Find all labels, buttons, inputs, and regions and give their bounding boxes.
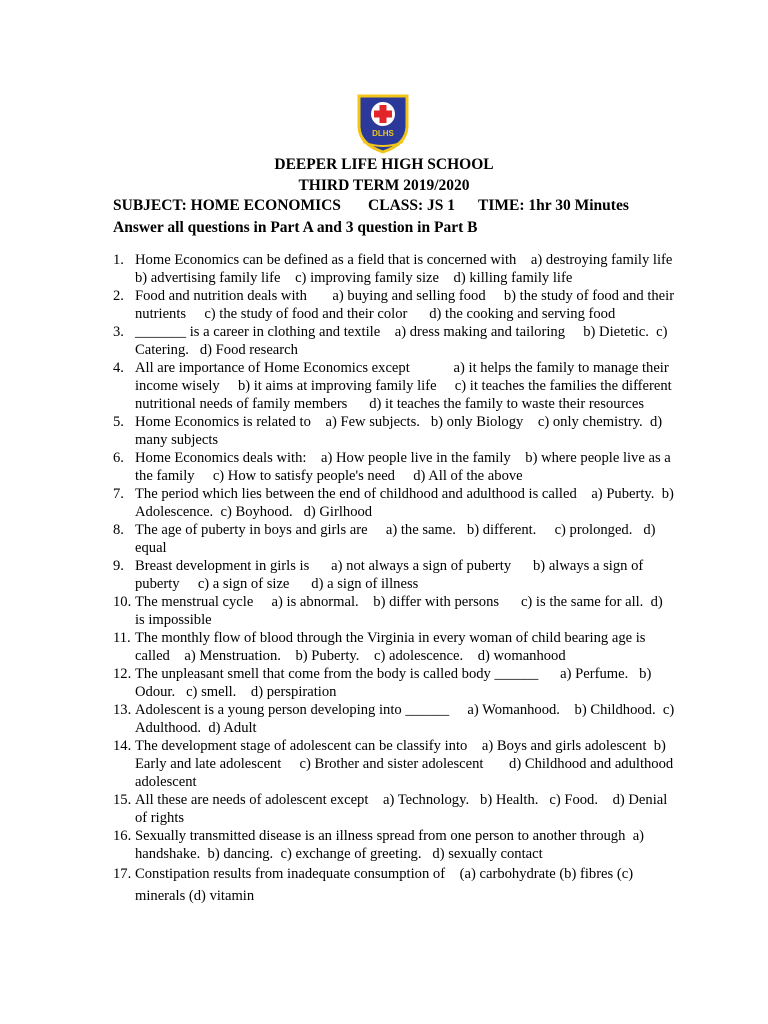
- question-number: 13.: [113, 702, 132, 718]
- question-text: _______ is a career in clothing and textile a) dress making and tailoring b) Dietetic. c) Catering. d) Food research: [135, 324, 675, 358]
- question-number: 3.: [113, 324, 124, 340]
- question-item: [0, 449, 675, 485]
- question-number: 12.: [113, 666, 132, 682]
- question-text: Food and nutrition deals with a) buying and selling food b) the study of food and their nutrients c) the study of food and their color d) the cooking and serving food: [135, 288, 678, 322]
- question-number: 10.: [113, 594, 132, 610]
- logo-text: DLHS: [372, 129, 394, 138]
- question-item: [0, 701, 678, 737]
- question-number: 6.: [113, 450, 124, 466]
- school-crest-logo: [353, 92, 413, 156]
- question-item: [0, 287, 678, 323]
- question-text: Home Economics is related to a) Few subjects. b) only Biology c) only chemistry. d) many subjects: [135, 414, 666, 448]
- question-item: [0, 593, 675, 629]
- question-item: [0, 359, 675, 413]
- question-number: 5.: [113, 414, 124, 430]
- question-item: [0, 485, 675, 521]
- question-item: [0, 827, 675, 863]
- subject-class-time: SUBJECT: HOME ECONOMICS CLASS: JS 1 TIME: 1hr 30 Minutes: [113, 197, 629, 214]
- question-item: [0, 323, 675, 359]
- question-number: 7.: [113, 486, 124, 502]
- question-item: [0, 413, 675, 449]
- question-number: 2.: [113, 288, 124, 304]
- question-list: [0, 251, 768, 907]
- question-number: 1.: [113, 252, 124, 268]
- question-text: The monthly flow of blood through the Virginia in every woman of child bearing age is called a) Menstruation. b) Puberty. c) adolescence. d) womanhood: [135, 630, 650, 664]
- question-item: [0, 863, 675, 907]
- question-text: Home Economics deals with: a) How people live in the family b) where people live as a the family c) How to satisfy people's need d) All of the above: [135, 450, 675, 484]
- question-number: 8.: [113, 522, 124, 538]
- question-text: All are importance of Home Economics except a) it helps the family to manage their income wisely b) it aims at improving family life c) it teaches the families the different nutritional needs of family members d) it teaches the family to waste their resources: [135, 360, 676, 412]
- question-text: Sexually transmitted disease is an illness spread from one person to another through a) handshake. b) dancing. c) exchange of greeting. d) sexually contact: [135, 828, 648, 862]
- question-number: 14.: [113, 738, 132, 754]
- question-item: [0, 557, 675, 593]
- question-text: The menstrual cycle a) is abnormal. b) differ with persons c) is the same for all. d) is impossible: [135, 594, 667, 628]
- question-text: Adolescent is a young person developing into ______ a) Womanhood. b) Childhood. c) Adulthood. d) Adult: [135, 702, 678, 736]
- question-item: [0, 251, 684, 287]
- question-text: The unpleasant smell that come from the body is called body ______ a) Perfume. b) Odour. c) smell. d) perspiration: [135, 666, 655, 700]
- question-text: Home Economics can be defined as a field that is concerned with a) destroying family life b) advertising family life c) improving family size d) killing family life: [135, 252, 684, 286]
- question-item: [0, 629, 675, 665]
- question-number: 15.: [113, 792, 132, 808]
- question-number: 16.: [113, 828, 132, 844]
- question-number: 11.: [113, 630, 131, 646]
- question-number: 4.: [113, 360, 124, 376]
- question-text: Constipation results from inadequate consumption of (a) carbohydrate (b) fibres (c) minerals (d) vitamin: [135, 866, 637, 904]
- question-text: Breast development in girls is a) not always a sign of puberty b) always a sign of puberty c) a sign of size d) a sign of illness: [135, 558, 647, 592]
- question-item: [0, 521, 675, 557]
- question-item: [0, 665, 675, 701]
- question-text: The development stage of adolescent can be classify into a) Boys and girls adolescent b) Early and late adolescent c) Brother and sister adolescent d) Childhood and adulthood adolescent: [135, 738, 677, 790]
- instructions: Answer all questions in Part A and 3 question in Part B: [113, 219, 478, 236]
- term-title: THIRD TERM 2019/2020: [298, 177, 470, 194]
- question-item: [0, 737, 675, 791]
- question-item: [0, 791, 675, 827]
- question-text: The period which lies between the end of childhood and adulthood is called a) Puberty. b) Adolescence. c) Boyhood. d) Girlhood: [135, 486, 677, 520]
- question-number: 9.: [113, 558, 124, 574]
- question-number: 17.: [113, 866, 132, 882]
- school-name: DEEPER LIFE HIGH SCHOOL: [274, 156, 494, 173]
- question-text: The age of puberty in boys and girls are a) the same. b) different. c) prolonged. d) equal: [135, 522, 660, 556]
- question-text: All these are needs of adolescent except a) Technology. b) Health. c) Food. d) Denial of rights: [135, 792, 671, 826]
